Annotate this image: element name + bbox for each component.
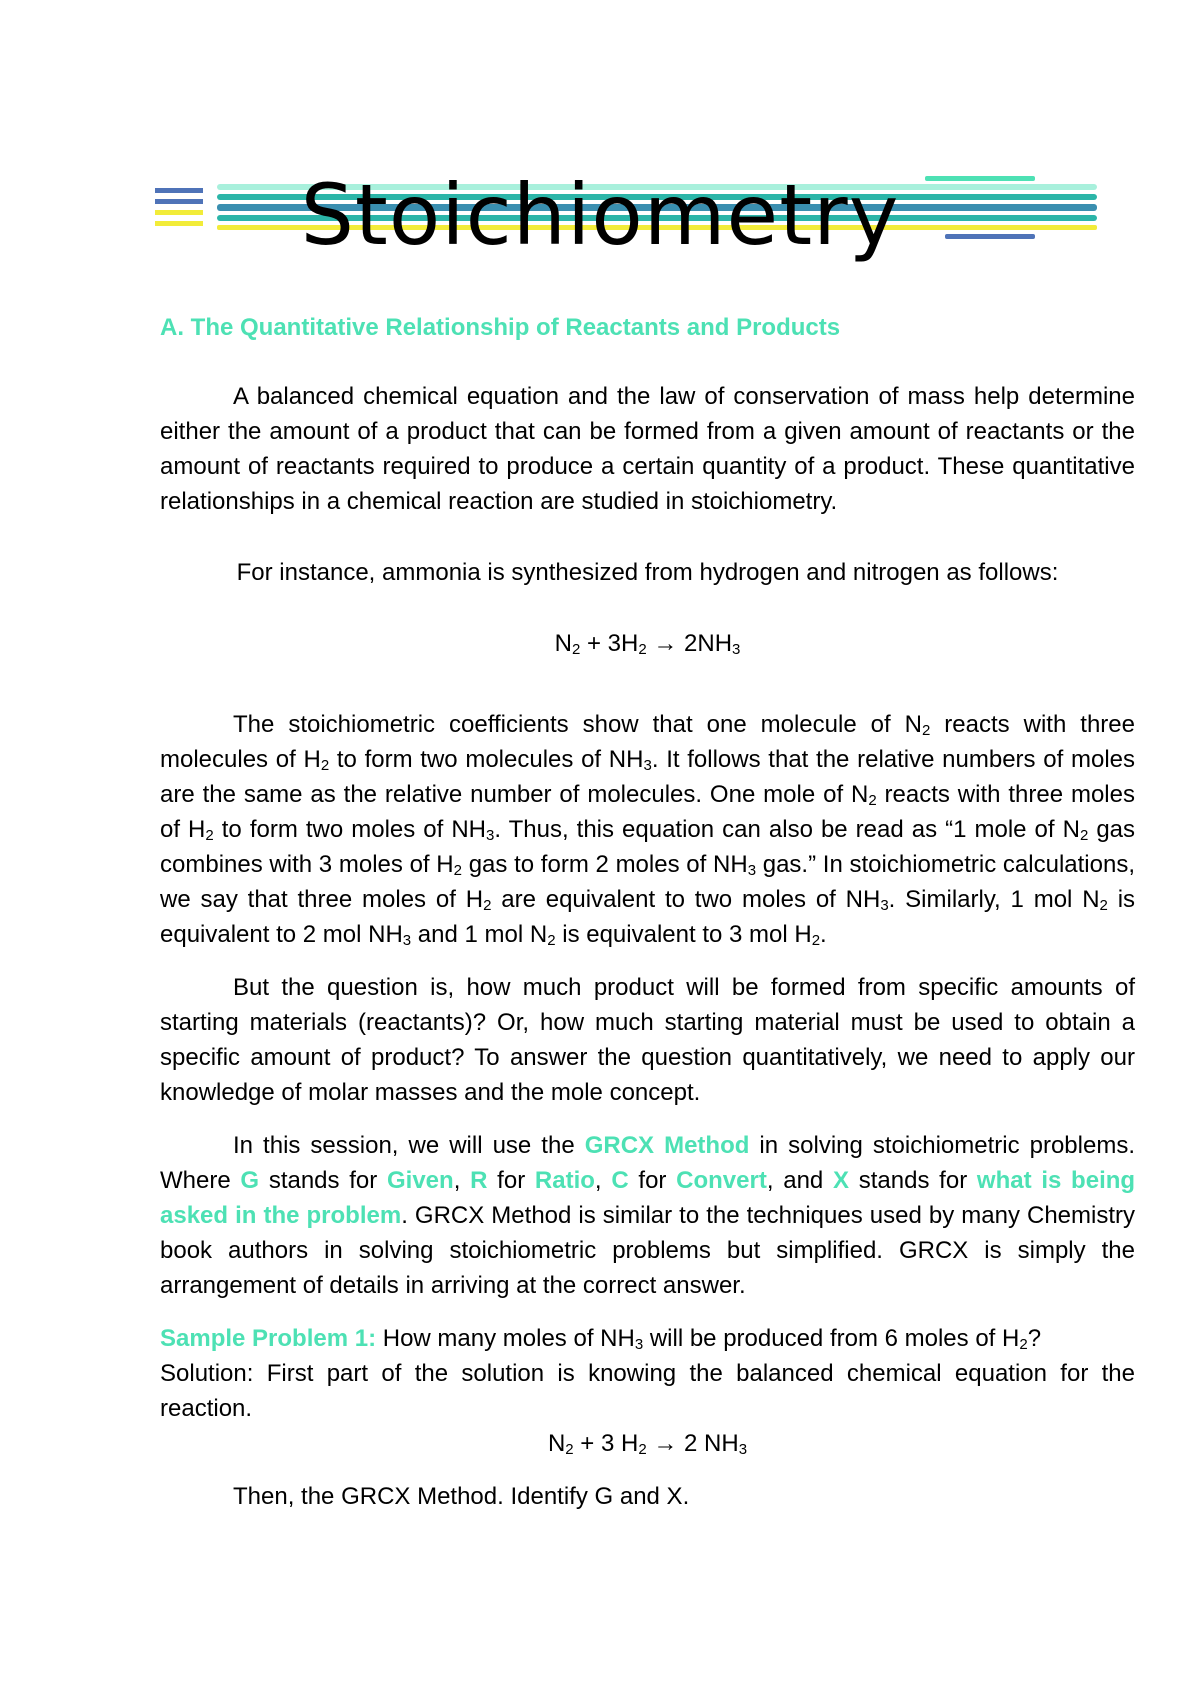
page-title: Stoichiometry <box>300 166 900 264</box>
document-body <box>160 310 1135 1514</box>
equation-ammonia: $N_2 + 3H_2 \to 2NH_3$ <box>554 630 741 658</box>
paragraph-instance: For instance, ammonia is synthesized from hydrogen and nitrogen as follows: <box>236 559 1059 586</box>
paragraph-final: Then, the GRCX Method. Identify G and X. <box>233 1483 690 1510</box>
grcx-method-term: GRCX Method <box>584 1132 750 1159</box>
paragraph-question: But the question is, how much product will be formed from specific amounts of starting materials (reactants)? Or, how much starting material must be used to obtain a specific amount of product? To answer the question quantitatively, we need to apply our knowledge of molar masses and the mole concept. <box>160 974 1135 1106</box>
paragraph-grcx: In this session, we will use the GRCX Method in solving stoichiometric problems. Where G stands for Given, R for Ratio, C for Convert, and X stands for what is being asked in the problem. GRCX Method is similar to the techniques used by many Chemistry book authors in solving stoichiometric problems but simplified. GRCX is simply the arrangement of details in arriving at the correct answer. <box>160 1132 1136 1299</box>
sample-problem-label: Sample Problem 1: <box>160 1325 377 1352</box>
section-heading: A. The Quantitative Relationship of Reactants and Products <box>160 314 841 341</box>
equation-balanced: $N_2 + 3$ $H_2 \to 2$ $NH_3$ <box>547 1430 748 1458</box>
sample-problem: Sample Problem 1: How many moles of $NH_3$ will be produced from 6 moles of $H_2$? <box>160 1325 1042 1353</box>
paragraph-intro: A balanced chemical equation and the law of conservation of mass help determine either the amount of a product that can be formed from a given amount of reactants or the amount of reactants required to produce a certain quantity of a product. These quantitative relationships in a chemical reaction are studied in stoichiometry. <box>160 383 1135 515</box>
paragraph-coefficients: The stoichiometric coefficients show that one molecule of $N_2$ reacts with three molecules of $H_2$ to form two molecules of $NH_3$. It follows that the relative numbers of moles are the same as the relative number of molecules. One mole of $N_2$ reacts with three moles of $H_2$ to form two moles of $NH_3$. Thus, this equation can also be read as “1 mole of $N_2$ gas combines with 3 moles of $H_2$ gas to form 2 moles of $NH_3$ gas.” In stoichiometric calculations, we say that three moles of $H_2$ are equivalent to two moles of $NH_3$. Similarly, 1 mol $N_2$ is equivalent to 2 mol $NH_3$ and 1 mol $N_2$ is equivalent to 3 mol $H_2$. <box>160 711 1136 949</box>
solution-text: Solution: First part of the solution is knowing the balanced chemical equation for the reaction. <box>160 1360 1135 1422</box>
